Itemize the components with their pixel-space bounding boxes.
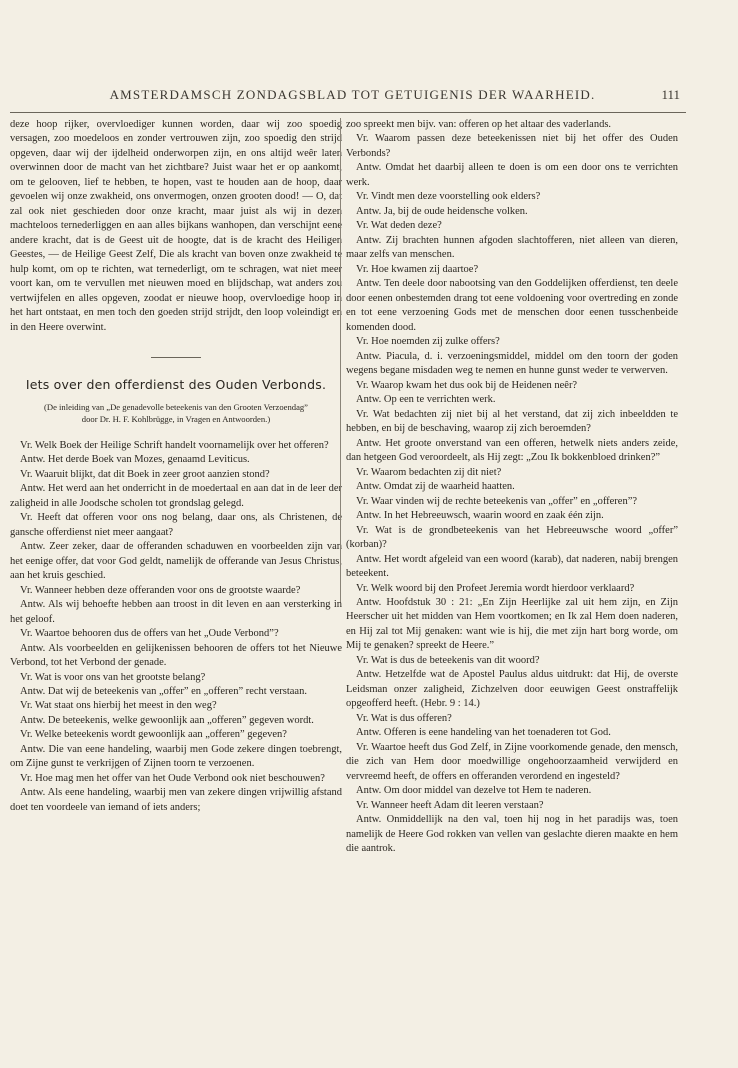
article-subtitle xyxy=(10,401,342,425)
qa-paragraph: Vr. Wat staat ons hierbij het meest in den weg? xyxy=(20,700,217,712)
qa-paragraph: Vr. Waarom bedachten zij dit niet? xyxy=(356,466,502,478)
qa-paragraph: Vr. Hoe kwamen zij daartoe? xyxy=(356,263,479,275)
qa-paragraph: Vr. Heeft dat offeren voor ons nog belang, daar ons, als Christenen, de gansche offerdienst niet meer aangaat? xyxy=(10,512,342,538)
qa-paragraph: Antw. Op een te verrichten werk. xyxy=(356,394,496,406)
qa-paragraph: Antw. In het Hebreeuwsch, waarin woord en zaak één zijn. xyxy=(356,510,604,522)
left-qa-list xyxy=(10,439,342,816)
qa-paragraph: Antw. Zij brachten hunnen afgoden slachtofferen, niet alleen van dieren, maar zelfs van menschen. xyxy=(346,234,678,261)
right-qa-list xyxy=(346,118,678,857)
qa-paragraph: Vr. Waartoe behooren dus de offers van het „Oude Verbond”? xyxy=(20,628,279,640)
qa-paragraph: zoo spreekt men bijv. van: offeren op het altaar des vaderlands. xyxy=(346,119,612,130)
qa-paragraph: Antw. Onmiddellijk na den val, toen hij nog in het paradijs was, toen namelijk de Heere God rokken van vellen van geslachte dieren maakte en hem die aantrok. xyxy=(346,814,678,855)
qa-paragraph: Vr. Wat bedachten zij niet bij al het verstand, dat zij zich inbeeldden te hebben, en bij de beschaving, waarop zij zich beroemden? xyxy=(346,408,678,435)
qa-paragraph: Antw. Zeer zeker, daar de offeranden schaduwen en voorbeelden zijn van het eenige offer, dat voor God geldt, namelijk de offerande van Jesus Christus, aan het kruis geschied. xyxy=(10,541,342,582)
section-divider xyxy=(151,357,201,358)
left-column xyxy=(10,118,342,815)
page-number: 111 xyxy=(661,87,680,102)
qa-paragraph: Vr. Hoe mag men het offer van het Oude Verbond ook niet beschouwen? xyxy=(20,772,325,784)
qa-paragraph: Vr. Wat is dus offeren? xyxy=(356,712,452,724)
qa-paragraph: Antw. Dat wij de beteekenis van „offer” en „offeren” recht verstaan. xyxy=(20,685,307,697)
qa-paragraph: Antw. Hoofdstuk 30 : 21: „En Zijn Heerlijke zal uit hem zijn, en Zijn Heerscher uit het midden van Hem voortkomen; en Ik zal Hem doen naderen, en Hij zal tot Mij genaken: want wie is hij, die met zijn hart borg worde, om Mij te genaken? spreekt de Heere.” xyxy=(346,596,678,652)
qa-paragraph: Vr. Wat is dus de beteekenis van dit woord? xyxy=(356,654,540,666)
qa-paragraph: Antw. Als wij behoefte hebben aan troost in dit leven en aan versterking in het geloof. xyxy=(10,599,342,625)
header-title: AMSTERDAMSCH ZONDAGSBLAD TOT GETUIGENIS DER WAARHEID. xyxy=(109,87,596,102)
qa-paragraph: Antw. Om door middel van dezelve tot Hem te naderen. xyxy=(356,785,592,797)
qa-paragraph: Antw. Ten deele door nabootsing van den Goddelijken offerdienst, ten deele door eenen onbestemden drang tot eene voldoening voor overtreding en zonde en tot eene verzoening Gods met de menschen door eenen tusschenbeide komenden dood. xyxy=(346,278,678,333)
qa-paragraph: Vr. Wanneer hebben deze offeranden voor ons de grootste waarde? xyxy=(20,584,301,596)
qa-paragraph: Antw. Het derde Boek van Mozes, genaamd Leviticus. xyxy=(20,454,250,466)
qa-paragraph: Antw. Als voorbeelden en gelijkenissen behooren de offers tot het Nieuwe Verbond, tot het Verbond der genade. xyxy=(10,642,342,669)
qa-paragraph: Vr. Vindt men deze voorstelling ook elders? xyxy=(356,191,541,203)
qa-paragraph: Vr. Waaruit blijkt, dat dit Boek in zeer groot aanzien stond? xyxy=(20,468,270,480)
qa-paragraph: Antw. Offeren is eene handeling van het toenaderen tot God. xyxy=(356,727,611,739)
qa-paragraph: Vr. Waarop kwam het dus ook bij de Heidenen neêr? xyxy=(356,379,578,391)
qa-paragraph: Antw. Hetzelfde wat de Apostel Paulus aldus uitdrukt: dat Hij, de overste Leidsman onzer zaligheid, Zichzelven door eeuwigen Geest onstraffelijk opgeofferd heeft. (Hebr. 9 : 14.) xyxy=(346,669,678,710)
qa-paragraph: Antw. Omdat het daarbij alleen te doen is om een door ons te verrichten werk. xyxy=(346,162,678,188)
right-column xyxy=(346,118,678,857)
qa-paragraph: Antw. Het groote onverstand van een offeren, hetwelk niets anders zeide, dan hetgeen God veroordeelt, als Hij zegt: „Zou Ik bokkenbloed drinken?” xyxy=(346,437,678,464)
qa-paragraph: Vr. Wat deden deze? xyxy=(356,220,442,232)
qa-paragraph: Vr. Welke beteekenis wordt gewoonlijk aan „offeren” gegeven? xyxy=(20,729,287,741)
running-header xyxy=(0,86,738,106)
qa-paragraph: Vr. Waartoe heeft dus God Zelf, in Zijne voorkomende genade, den mensch, die zich van Hem door moedwillige ongehoorzaamheid verwijderd en vervreemd heeft, de offers en offeranden verordend en ingesteld? xyxy=(346,741,678,782)
qa-paragraph: Vr. Waarom passen deze beteekenissen niet bij het offer des Ouden Verbonds? xyxy=(346,133,678,159)
qa-paragraph: Antw. Ja, bij de oude heidensche volken. xyxy=(356,205,528,217)
qa-paragraph: Antw. Die van eene handeling, waarbij men Gode zekere dingen toebrengt, om Zijne gunst te verkrijgen of Zijnen toorn te verzoenen. xyxy=(10,743,342,770)
qa-paragraph: Antw. Als eene handeling, waarbij men van zekere dingen vrijwillig afstand doet ten voordeele van iemand of iets anders; xyxy=(10,787,342,813)
qa-paragraph: Vr. Wat is voor ons van het grootste belang? xyxy=(20,671,206,683)
qa-paragraph: Vr. Hoe noemden zij zulke offers? xyxy=(356,336,500,348)
subtitle-line: door Dr. H. F. Kohlbrügge, in Vragen en Antwoorden.) xyxy=(81,413,271,424)
qa-paragraph: Antw. Omdat zij de waarheid haatten. xyxy=(356,481,515,493)
qa-paragraph: Antw. Het werd aan het onderricht in de moedertaal en aan dat in de leer der zaligheid in alle Joodsche scholen tot grondslag gelegd. xyxy=(10,483,342,509)
qa-paragraph: Vr. Wanneer heeft Adam dit leeren verstaan? xyxy=(356,799,544,811)
qa-paragraph: Vr. Wat is de grondbeteekenis van het Hebreeuwsche woord „offer” (korban)? xyxy=(346,524,678,551)
article-title: Iets over den offerdienst des Ouden Verbonds. xyxy=(25,377,327,393)
header-rule xyxy=(10,112,686,113)
qa-paragraph: Vr. Welk Boek der Heilige Schrift handelt voornamelijk over het offeren? xyxy=(20,439,329,451)
qa-paragraph: Antw. Het wordt afgeleid van een woord (karab), dat naderen, nabij brengen beteekent. xyxy=(346,553,678,580)
subtitle-line: (De inleiding van „De genadevolle beteekenis van den Grooten Verzoendag” xyxy=(44,401,308,412)
qa-paragraph: Antw. Piacula, d. i. verzoeningsmiddel, middel om den toorn der goden wegens begane misdaden weg te nemen en hunne gunst weder te verwerven. xyxy=(346,350,678,377)
column-divider xyxy=(340,118,341,602)
qa-paragraph: Antw. De beteekenis, welke gewoonlijk aan „offeren” gegeven wordt. xyxy=(20,714,314,726)
intro-paragraph: deze hoop rijker, overvloediger kunnen worden, daar wij zoo spoedig versagen, zoo moedeloos en zonder vertrouwen zijn, zoo spoedig den strijd opgeven, daar wij der ijdelheid onderworpen zijn, en ons altijd weêr laten overwinnen door de macht van het zichtbare? Juist waar het er op aankomt, om te gelooven, lief te hebben, te hopen, vast te houden aan de hoop, daar gevoelen wij onze zwakheid, ons onvermogen, onzen grooten dood! — O, dat zal ook niet geschieden door onze kracht, maar juist als wij in dezen machteloos ternederliggen en aan alles bijkans wanhopen, dan verschijnt eene andere kracht, dat is de Geest uit de hoogte, dat is de kracht des Heiligen Geestes, — de Heilige Geest Zelf, Die als kracht van boven onze zwakheid te hulp komt, om op te richten, wat ternederligt, om te schragen, wat niet meer voort kan, om te vervullen met nieuwen moed en blijdschap, wat anders zou vertwijfelen en alles opgeven, zoodat er nieuwe hoop, overvloedige hoop in het hart ontstaat, en men toch den goeden strijd strijdt, den loop voleindigt en in den Heere overwint. xyxy=(10,119,342,333)
qa-paragraph: Vr. Welk woord bij den Profeet Jeremia wordt hierdoor verklaard? xyxy=(356,582,635,594)
qa-paragraph: Vr. Waar vinden wij de rechte beteekenis van „offer” en „offeren”? xyxy=(356,495,638,507)
